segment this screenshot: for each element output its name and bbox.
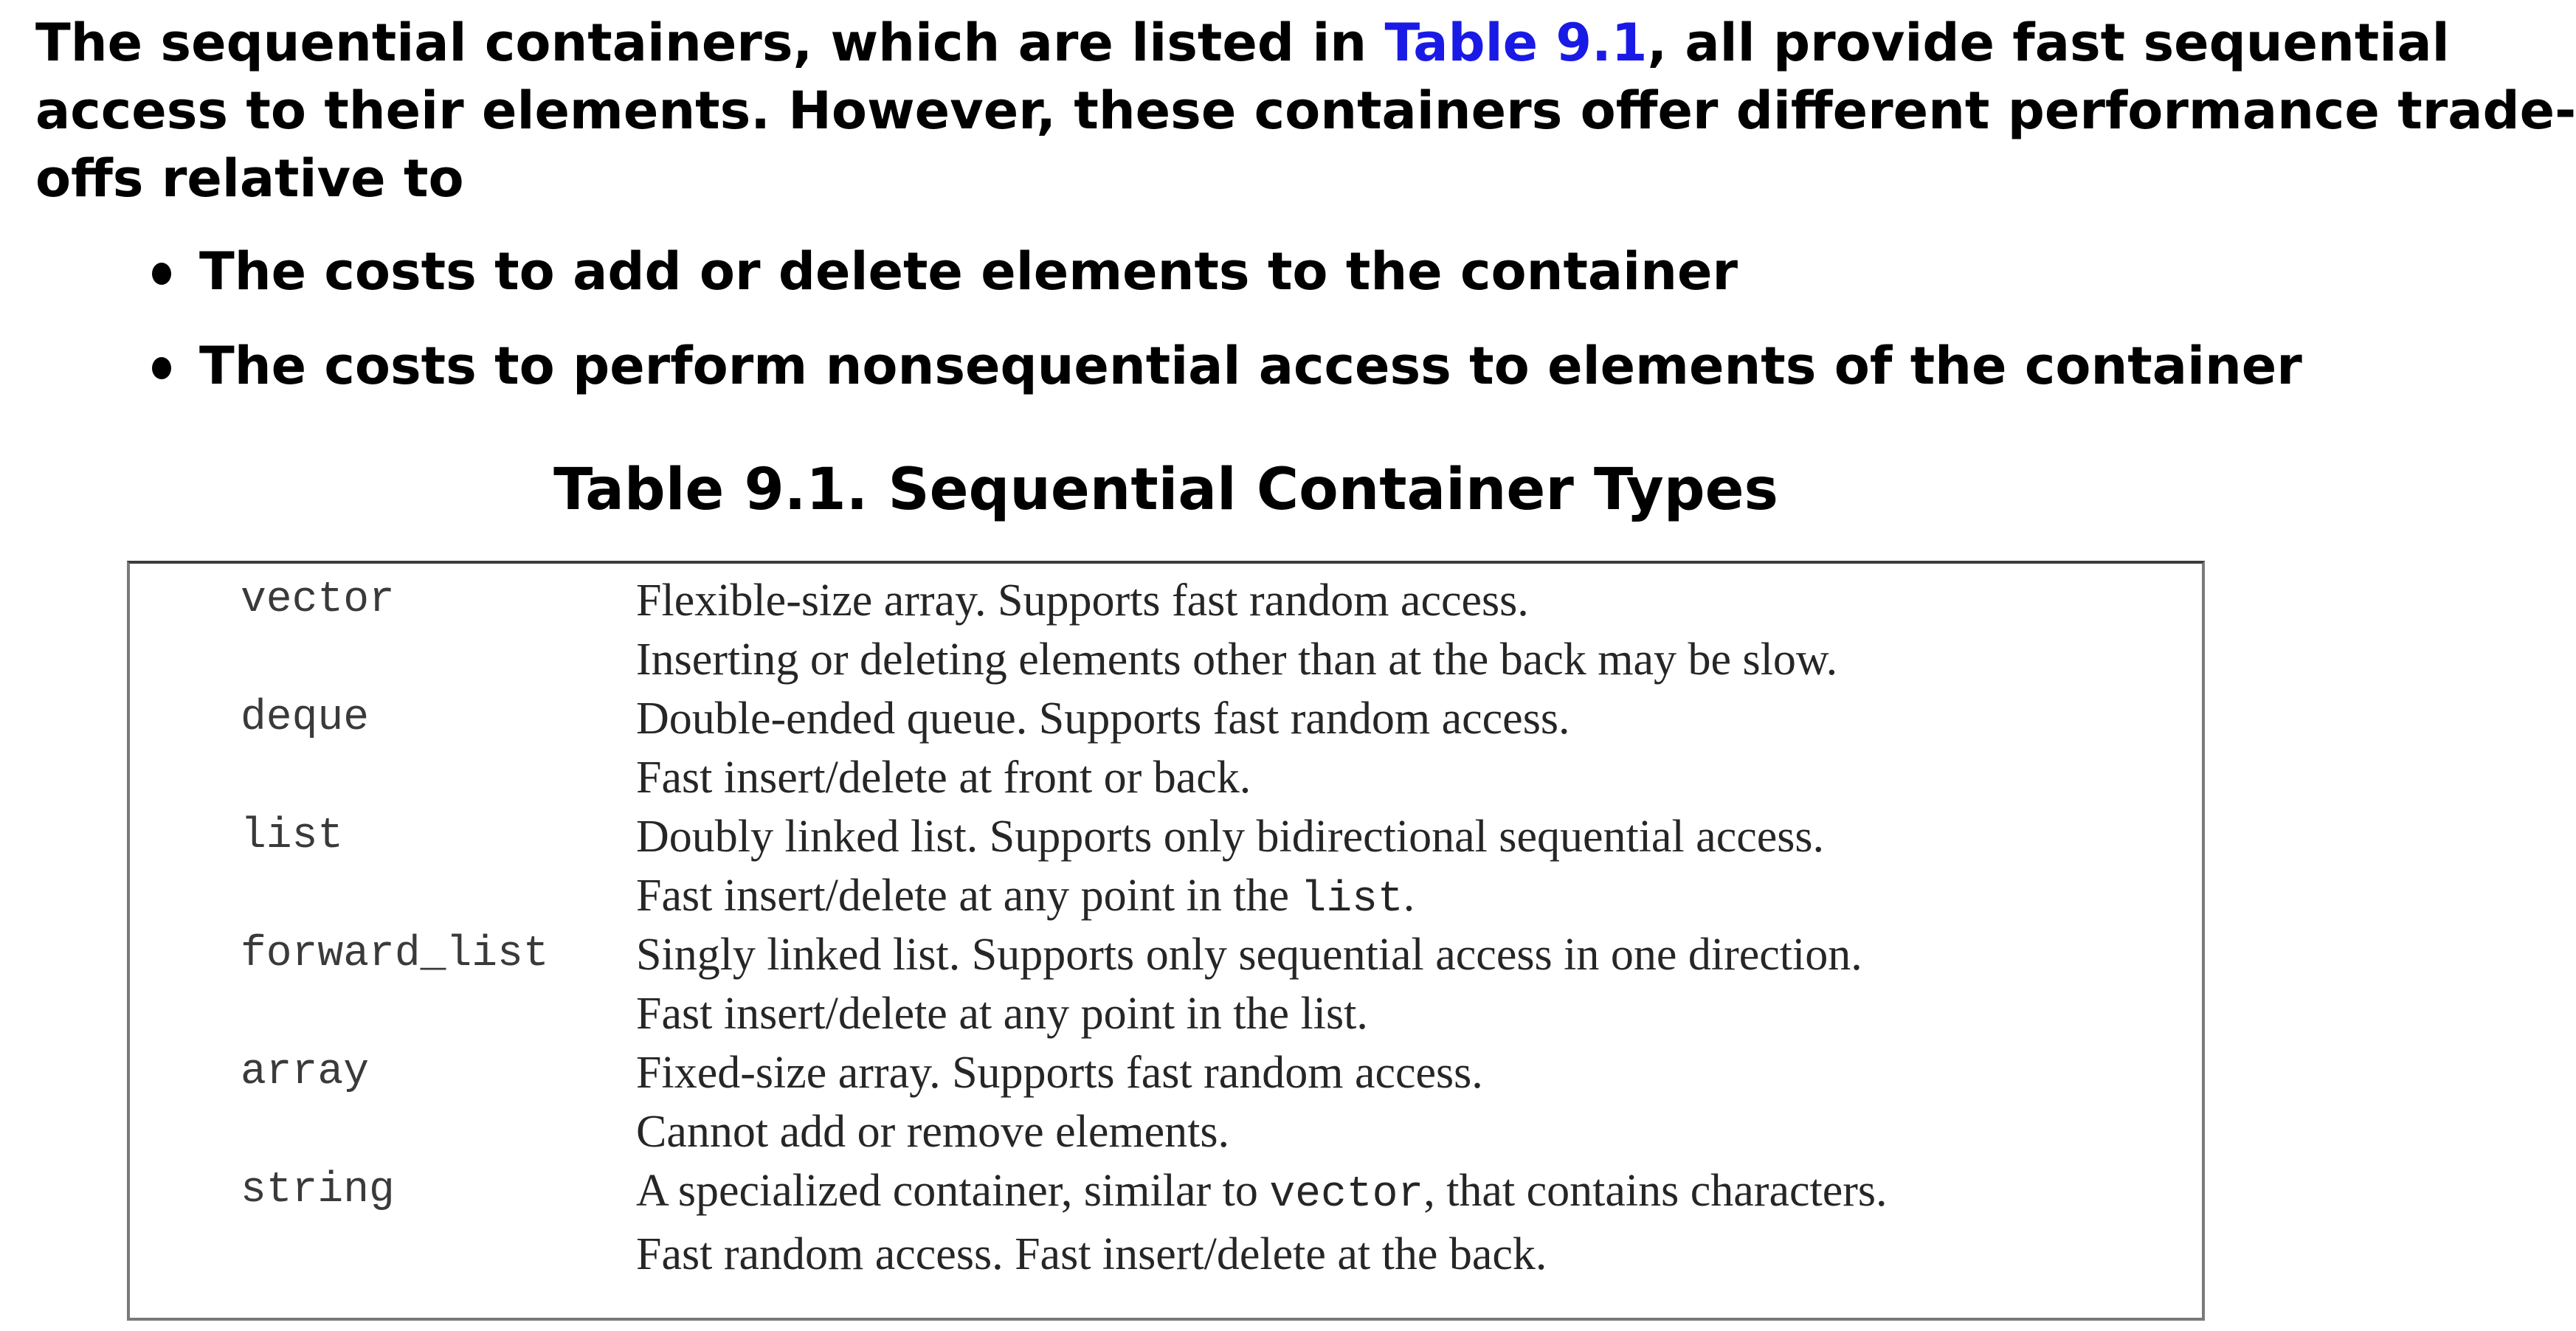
bullet-icon bbox=[152, 357, 171, 379]
intro-line-1 bbox=[35, 9, 2450, 77]
description-line: Inserting or deleting elements other than at the back may be slow. bbox=[636, 635, 1838, 685]
container-name: array bbox=[241, 1048, 370, 1096]
intro-paragraph bbox=[35, 9, 2576, 212]
description-line bbox=[636, 1161, 1888, 1225]
container-name: deque bbox=[241, 694, 370, 742]
container-description bbox=[636, 807, 1824, 930]
table-row bbox=[130, 689, 2202, 807]
intro-text: , all provide fast sequential bbox=[1647, 13, 2450, 73]
table-row bbox=[130, 571, 2202, 689]
description-line: Fixed-size array. Supports fast random access. bbox=[636, 1048, 1483, 1098]
container-types-table bbox=[127, 561, 2205, 1321]
list-item bbox=[152, 332, 2302, 426]
description-line: Double-ended queue. Supports fast random access. bbox=[636, 694, 1570, 744]
inline-code: list bbox=[1300, 876, 1403, 924]
list-item-text: The costs to add or delete elements to the container bbox=[199, 241, 1738, 302]
inline-code: vector bbox=[1269, 1171, 1424, 1219]
description-text: A specialized container, similar to bbox=[636, 1166, 1270, 1216]
description-line: Fast insert/delete at any point in the list. bbox=[636, 989, 1368, 1039]
container-name: list bbox=[241, 812, 344, 860]
container-description bbox=[636, 1043, 1483, 1161]
container-description bbox=[636, 925, 1862, 1043]
container-description bbox=[636, 689, 1570, 807]
table-9-1-link[interactable]: Table 9.1 bbox=[1384, 13, 1648, 73]
container-description bbox=[636, 571, 1837, 689]
container-description bbox=[636, 1161, 1888, 1284]
table-row bbox=[130, 1043, 2202, 1161]
description-line: Singly linked list. Supports only sequential access in one direction. bbox=[636, 930, 1862, 980]
description-line: Fast random access. Fast insert/delete at the back. bbox=[636, 1229, 1547, 1279]
intro-text: The sequential containers, which are listed in bbox=[35, 13, 1385, 73]
description-line: Cannot add or remove elements. bbox=[636, 1107, 1230, 1157]
intro-line-2: access to their elements. However, these containers offer different performance trade- bbox=[35, 80, 2576, 141]
description-text: , that contains characters. bbox=[1423, 1166, 1888, 1216]
description-text: Fast insert/delete at any point in the bbox=[636, 871, 1301, 921]
description-line bbox=[636, 866, 1824, 930]
container-name: string bbox=[241, 1166, 395, 1214]
intro-line-3: offs relative to bbox=[35, 148, 464, 209]
table-caption: Table 9.1. Sequential Container Types bbox=[553, 457, 1778, 523]
description-line: Flexible-size array. Supports fast random access. bbox=[636, 575, 1529, 626]
list-item bbox=[152, 238, 2302, 332]
container-name: forward_list bbox=[241, 930, 549, 978]
description-text: . bbox=[1403, 871, 1415, 921]
table-row bbox=[130, 925, 2202, 1043]
tradeoff-list bbox=[152, 238, 2302, 426]
table-row bbox=[130, 1161, 2202, 1279]
list-item-text: The costs to perform nonsequential access to elements of the container bbox=[199, 336, 2302, 396]
description-line: Fast insert/delete at front or back. bbox=[636, 753, 1251, 803]
container-name: vector bbox=[241, 576, 395, 624]
description-line: Doubly linked list. Supports only bidirectional sequential access. bbox=[636, 812, 1825, 862]
table-row bbox=[130, 807, 2202, 925]
bullet-icon bbox=[152, 263, 171, 285]
